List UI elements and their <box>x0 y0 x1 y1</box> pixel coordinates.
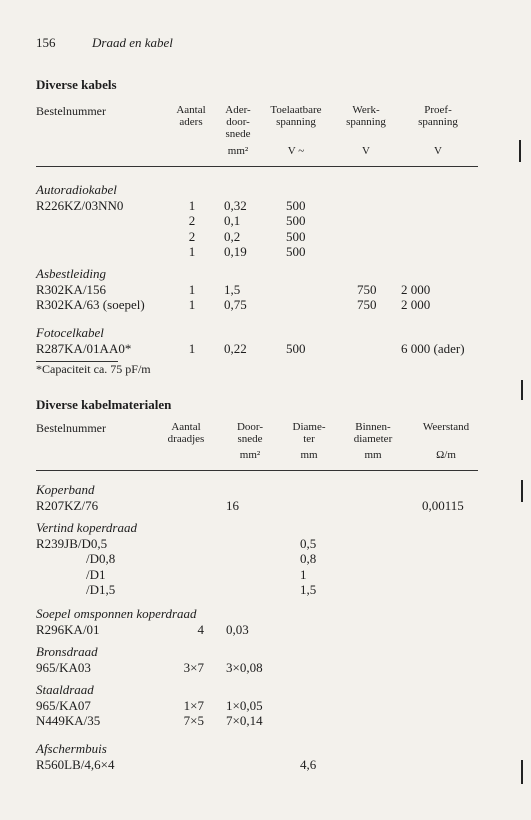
cell-diameter: 0,8 <box>300 551 317 566</box>
cell-diameter: 1 <box>300 567 307 582</box>
col-diameter: Diame- ter <box>292 421 326 445</box>
section-title-kabels: Diverse kabels <box>36 77 117 92</box>
col-aantal-aders: Aantal aders <box>176 104 206 128</box>
cell-bestelnummer: 965/KA07 <box>36 698 91 713</box>
cell-bestelnummer: 965/KA03 <box>36 660 91 675</box>
cell-bestelnummer: R560LB/4,6×4 <box>36 757 115 772</box>
col-werkspanning: Werk- spanning <box>346 104 386 128</box>
cell-diameter: 0,5 <box>300 536 317 551</box>
header-rule-kabelmaterialen <box>36 470 478 471</box>
group-title: Vertind koperdraad <box>36 520 137 535</box>
cell-bestelnummer: /D1 <box>86 567 106 582</box>
cell-diameter: 4,6 <box>300 757 317 772</box>
cell-proefspanning: 2 000 <box>401 297 431 312</box>
cell-aderdoorsnede: 1,5 <box>224 282 241 297</box>
col-proefspanning: Proef- spanning <box>418 104 458 128</box>
cell-aantal: 1 <box>188 341 196 356</box>
cell-aderdoorsnede: 0,1 <box>224 213 241 228</box>
cell-weerstand: 0,00115 <box>422 498 464 513</box>
section-title-kabelmaterialen: Diverse kabelmaterialen <box>36 397 172 412</box>
unit-ader: mm² <box>227 145 249 157</box>
cell-bestelnummer: R302KA/156 <box>36 282 107 297</box>
scan-mark <box>521 380 523 400</box>
col-aantal-draadjes: Aantal draadjes <box>167 421 205 445</box>
group-title: Asbestleiding <box>36 266 107 281</box>
cell-aantal-draadjes: 1×7 <box>183 698 204 713</box>
cell-doorsnede: 1×0,05 <box>226 698 263 713</box>
unit-toelaat: V ~ <box>287 145 305 157</box>
scan-mark <box>521 480 523 502</box>
cell-aderdoorsnede: 0,75 <box>224 297 247 312</box>
cell-bestelnummer: /D0,8 <box>86 551 116 566</box>
cell-toelaatbaar: 500 <box>286 198 306 213</box>
cell-toelaatbaar: 500 <box>286 213 306 228</box>
cell-bestelnummer: R239JB/D0,5 <box>36 536 108 551</box>
running-title: Draad en kabel <box>92 35 173 50</box>
group-title: Autoradiokabel <box>36 182 117 197</box>
cell-aderdoorsnede: 0,22 <box>224 341 247 356</box>
col-binnendiameter: Binnen- diameter <box>353 421 393 445</box>
page-number: 156 <box>36 35 56 50</box>
cell-diameter: 1,5 <box>300 582 317 597</box>
unit-door: mm² <box>239 449 261 461</box>
group-title: Afschermbuis <box>36 741 107 756</box>
cell-toelaatbaar: 500 <box>286 229 306 244</box>
col-weerstand: Weerstand <box>422 421 470 433</box>
cell-doorsnede: 7×0,14 <box>226 713 263 728</box>
group-title: Soepel omsponnen koperdraad <box>36 606 197 621</box>
cell-aantal: 1 <box>188 282 196 297</box>
cell-aderdoorsnede: 0,19 <box>224 244 247 259</box>
cell-bestelnummer: R302KA/63 (soepel) <box>36 297 145 312</box>
group-title: Staaldraad <box>36 682 94 697</box>
unit-weer: Ω/m <box>436 449 456 461</box>
unit-diam: mm <box>300 449 318 461</box>
cell-toelaatbaar: 500 <box>286 244 306 259</box>
cell-aantal: 1 <box>188 297 196 312</box>
cell-bestelnummer: R226KZ/03NN0 <box>36 198 124 213</box>
cell-proefspanning: 2 000 <box>401 282 431 297</box>
cell-bestelnummer: /D1,5 <box>86 582 116 597</box>
cell-werkspanning: 750 <box>357 282 377 297</box>
col-doorsnede: Door- snede <box>236 421 264 445</box>
cell-aantal: 1 <box>188 198 196 213</box>
cell-toelaatbaar: 500 <box>286 341 306 356</box>
scan-mark <box>519 140 521 162</box>
cell-aantal: 1 <box>188 244 196 259</box>
group-title: Bronsdraad <box>36 644 98 659</box>
cell-aantal-draadjes: 4 <box>197 622 204 637</box>
cell-doorsnede: 16 <box>226 498 239 513</box>
cell-bestelnummer: R296KA/01 <box>36 622 100 637</box>
cell-aantal: 2 <box>188 229 196 244</box>
unit-werk: V <box>362 145 370 157</box>
cell-aantal: 2 <box>188 213 196 228</box>
cell-bestelnummer: R207KZ/76 <box>36 498 99 513</box>
header-rule-kabels <box>36 166 478 167</box>
cell-aderdoorsnede: 0,2 <box>224 229 241 244</box>
cell-aantal-draadjes: 7×5 <box>183 713 204 728</box>
cell-aderdoorsnede: 0,32 <box>224 198 247 213</box>
col-bestelnummer-2: Bestelnummer <box>36 421 106 435</box>
cell-doorsnede: 0,03 <box>226 622 249 637</box>
cell-proefspanning: 6 000 (ader) <box>401 341 465 356</box>
cell-bestelnummer: N449KA/35 <box>36 713 101 728</box>
group-title: Fotocelkabel <box>36 325 104 340</box>
scan-mark <box>521 760 523 784</box>
col-bestelnummer: Bestelnummer <box>36 104 106 118</box>
col-aderdoorsnede: Ader- door- snede <box>225 104 251 140</box>
footnote: *Capaciteit ca. 75 pF/m <box>36 362 151 376</box>
cell-bestelnummer: R287KA/01AA0* <box>36 341 132 356</box>
cell-werkspanning: 750 <box>357 297 377 312</box>
col-toelaatbare-spanning: Toelaatbare spanning <box>270 104 322 128</box>
cell-aantal-draadjes: 3×7 <box>183 660 204 675</box>
group-title: Koperband <box>36 482 95 497</box>
unit-binnen: mm <box>364 449 382 461</box>
unit-proef: V <box>434 145 442 157</box>
cell-doorsnede: 3×0,08 <box>226 660 263 675</box>
